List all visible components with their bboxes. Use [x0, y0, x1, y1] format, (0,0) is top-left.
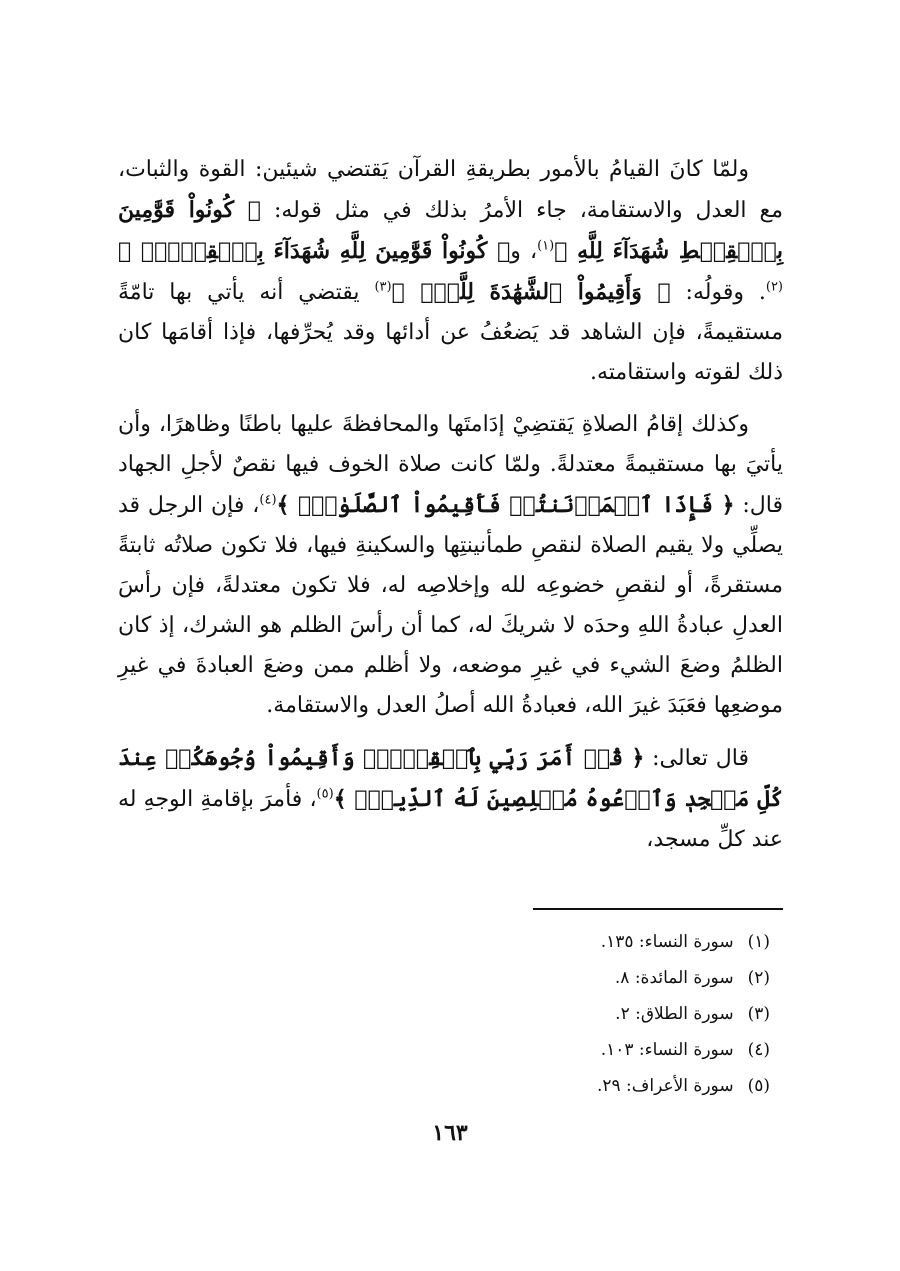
quran-verse-2: ﴿ كُونُواْ قَوَّٰمِينَ لِلَّهِ شُهَدَآءَ بِٱلۡقِسۡطِۖ ﴾	[118, 238, 511, 264]
quran-verse-1: ﴿ كُونُواْ قَوَّٰمِينَ بِٱلۡقِسۡطِ شُهَدَآءَ لِلَّهِ ﴾	[118, 197, 783, 264]
paragraph-2-text-b: ، فإن الرجل قد يصلِّي ولا يقيم الصلاة لنقصِ طمأنينتِها والسكينةِ فيها، فلا تكون صلاتُه ثابتةً مستقرةً، أو لنقصِ خضوعِه لله وإخلاصِه له، فلا تكون معتدلةً، فإن رأسَ العدلِ عبادةُ اللهِ وحدَه لا شريكَ له، كما أن رأسَ الظلم هو الشرك، إذ كان الظلمُ وضعَ الشيء في غيرِ موضعه، ولا أظلم ممن وضعَ العبادةَ في غيرِ موضعِها فعَبَدَ غيرَ الله، فعبادةُ الله أصلُ العدل والاستقامة.	[118, 493, 783, 718]
footnote-ref-4[interactable]: (٤)	[259, 492, 277, 508]
paragraph-3-text-b: ، فأمرَ بإقامةِ الوجهِ له عند كلِّ مسجد،	[118, 787, 783, 852]
footnote-item	[350, 960, 770, 996]
footnote-text: سورة الأعراف: ٢٩.	[596, 1076, 734, 1096]
footnote-text: سورة النساء: ١٠٣.	[600, 1040, 734, 1060]
paragraph-3	[118, 738, 783, 860]
footnote-number: (٥)	[747, 1076, 770, 1096]
footnote-text: سورة الطلاق: ٢.	[615, 1004, 734, 1024]
footnote-item	[350, 1068, 770, 1104]
footnote-divider	[533, 908, 783, 910]
paragraph-1-text-b: ، و	[510, 239, 538, 264]
footnote-item	[350, 996, 770, 1032]
paragraph-1-text-c: . وقولُه:	[670, 280, 766, 305]
quran-verse-3: ﴿ وَأَقِيمُواْ ٱلشَّهَٰدَةَ لِلَّهِۚ ﴾	[391, 279, 671, 305]
footnote-ref-1[interactable]: (١)	[537, 238, 555, 254]
paragraph-2	[118, 405, 783, 726]
footnote-ref-5[interactable]: (٥)	[316, 786, 334, 802]
page-number: ١٦٣	[432, 1120, 468, 1146]
paragraph-1	[118, 150, 783, 393]
footnote-number: (١)	[747, 932, 770, 952]
footnote-number: (٤)	[747, 1040, 770, 1060]
footnote-ref-2[interactable]: (٢)	[765, 279, 783, 295]
paragraph-1-text-a: ولمّا كانَ القيامُ بالأمور بطريقةِ القرآن يَقتضي شيئين: القوة والثبات، مع العدل والاستقامة، جاء الأمرُ بذلك في مثل قوله:	[118, 157, 783, 223]
paragraph-3-text-a: قال تعالى:	[644, 746, 749, 771]
footnote-number: (٣)	[747, 1004, 770, 1024]
quran-verse-4: ﴿ فَإِذَا ٱطۡمَأۡنَنتُمۡ فَأَقِيمُواْ ٱلصَّلَوٰةَۚ ﴾	[276, 492, 735, 518]
footnote-item	[350, 1032, 770, 1068]
footnote-item	[350, 924, 770, 960]
footnote-ref-3[interactable]: (٣)	[374, 279, 392, 295]
page-body	[118, 150, 783, 860]
paragraph-1-text-d: يقتضي أنه يأتي بها تامّةً مستقيمةً، فإن الشاهد قد يَضعُفُ عن أدائها وقد يُحرِّفها، فإذا أقامَها كان ذلك لقوته واستقامته.	[118, 280, 783, 385]
paragraph-2-text-a: وكذلك إقامُ الصلاةِ يَقتضِيْ إدَامتَها والمحافظةَ عليها باطنًا وظاهرًا، وأن يأتيَ بها مستقيمةً معتدلةً. ولمّا كانت صلاة الخوف فيها نقصٌ لأجلِ الجهاد قال:	[118, 412, 783, 518]
footnote-text: سورة المائدة: ٨.	[614, 968, 734, 988]
footnote-number: (٢)	[747, 968, 770, 988]
quran-verse-5: ﴿ قُلۡ أَمَرَ رَبِّي بِٱلۡقِسۡطِۖ وَأَقِيمُواْ وُجُوهَكُمۡ عِندَ كُلِّ مَسۡجِدٖ وَٱدۡعُوهُ مُخۡلِصِينَ لَهُ ٱلدِّينَۚ ﴾	[118, 745, 783, 812]
footnotes-list	[350, 924, 770, 1104]
footnote-text: سورة النساء: ١٣٥.	[600, 932, 734, 952]
